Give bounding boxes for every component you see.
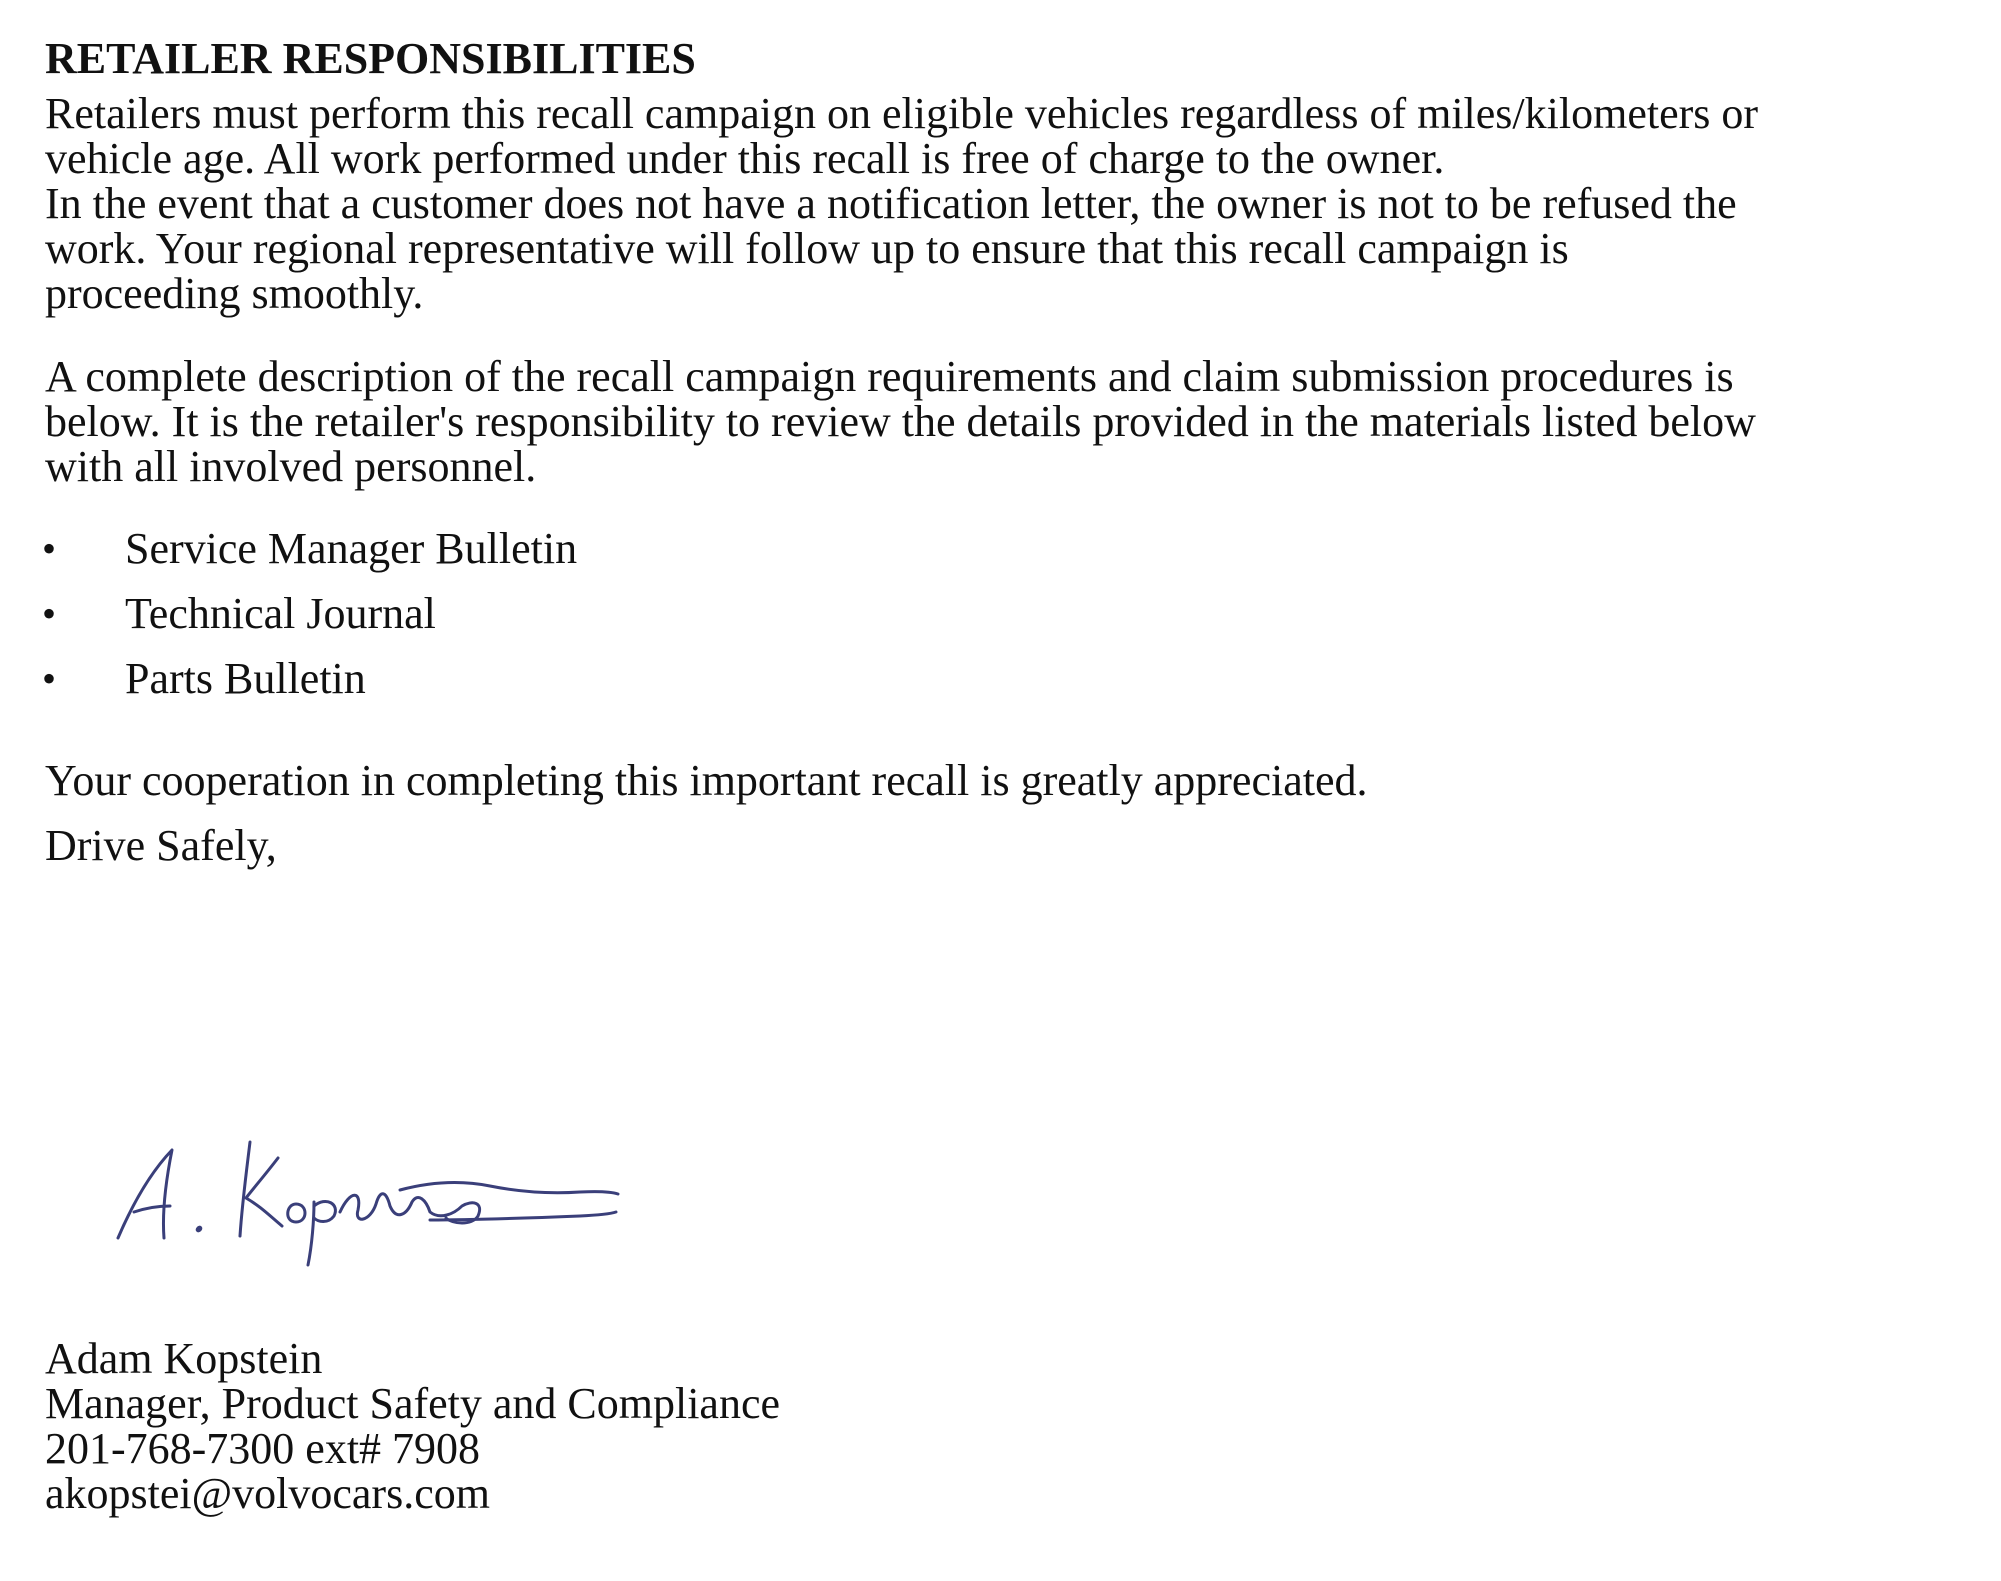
bullet-icon: • bbox=[42, 591, 57, 636]
list-item-label: Service Manager Bulletin bbox=[125, 524, 578, 573]
bullet-icon: • bbox=[42, 526, 57, 571]
paragraph-line: work. Your regional representative will follow up to ensure that this recall campaign is bbox=[45, 224, 1569, 273]
bullet-icon: • bbox=[42, 656, 57, 701]
section-heading: RETAILER RESPONSIBILITIES bbox=[45, 34, 696, 83]
paragraph-line: below. It is the retailer's responsibility to review the details provided in the materials listed below bbox=[45, 397, 1756, 446]
list-item-label: Parts Bulletin bbox=[125, 654, 366, 703]
paragraph-line: with all involved personnel. bbox=[45, 442, 537, 491]
signer-title: Manager, Product Safety and Compliance bbox=[45, 1379, 781, 1428]
signer-name: Adam Kopstein bbox=[45, 1334, 323, 1383]
signer-email[interactable]: akopstei@volvocars.com bbox=[45, 1469, 490, 1518]
signature-image bbox=[100, 1120, 620, 1270]
closing-sentence: Your cooperation in completing this important recall is greatly appreciated. bbox=[45, 756, 1368, 805]
paragraph-line: Retailers must perform this recall campaign on eligible vehicles regardless of miles/kilometers or bbox=[45, 89, 1759, 138]
paragraph-line: proceeding smoothly. bbox=[45, 269, 424, 318]
salutation: Drive Safely, bbox=[45, 821, 277, 870]
paragraph-line: In the event that a customer does not have a notification letter, the owner is not to be refused the bbox=[45, 179, 1737, 228]
signer-phone: 201-768-7300 ext# 7908 bbox=[45, 1424, 481, 1473]
paragraph-line: A complete description of the recall campaign requirements and claim submission procedures is bbox=[45, 352, 1734, 401]
paragraph-line: vehicle age. All work performed under this recall is free of charge to the owner. bbox=[45, 134, 1445, 183]
list-item-label: Technical Journal bbox=[125, 589, 436, 638]
